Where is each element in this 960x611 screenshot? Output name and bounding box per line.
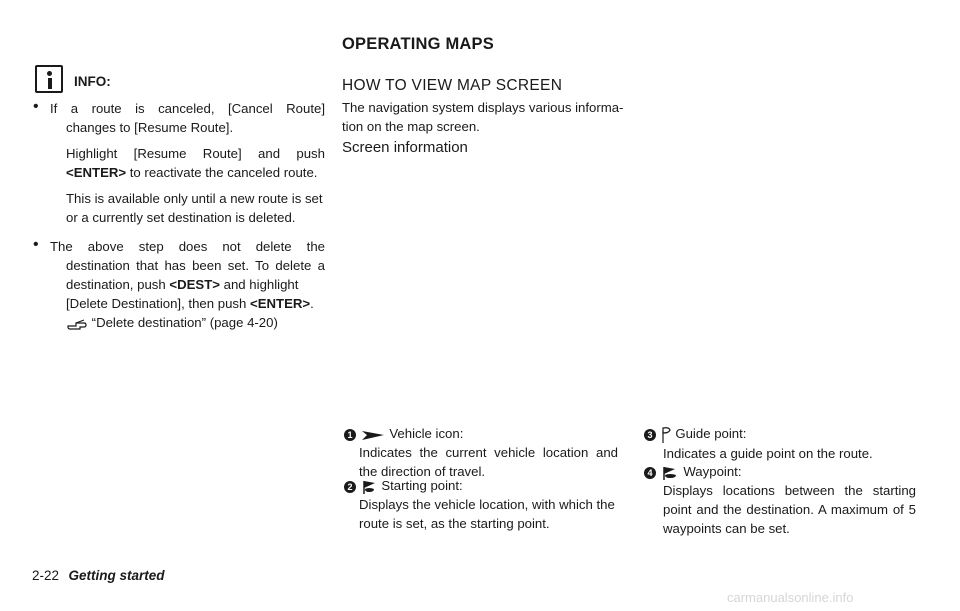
starting-point-flag-icon: [360, 479, 378, 495]
item-title: 1 Vehicle icon:: [344, 424, 618, 443]
text-line: or a currently set destination is deleted.: [66, 210, 296, 225]
waypoint-flag-icon: [660, 465, 680, 481]
info-label: INFO:: [74, 74, 111, 89]
section-title: OPERATING MAPS: [342, 35, 494, 53]
item-desc: Displays the vehicle location, with which the: [359, 497, 615, 512]
text-line: The above step does not delete the: [50, 239, 325, 254]
bullet-dot: •: [33, 236, 39, 253]
item-desc: Indicates the current vehicle location and: [359, 445, 618, 460]
text-line: changes to [Resume Route].: [66, 120, 234, 135]
text-line: destination, push <DEST> and highlight: [66, 277, 299, 292]
item-title: 2 Starting point:: [344, 476, 618, 495]
item-desc: point and the destination. A maximum of 5: [663, 502, 916, 517]
enter-key: <ENTER>: [250, 296, 311, 311]
text-line: [Delete Destination], then push <ENTER>.: [66, 296, 314, 311]
bullet-2: [50, 237, 325, 332]
info-icon: [35, 65, 63, 93]
page-reference: “Delete destination” (page 4-20): [50, 313, 325, 332]
bullet-dot: •: [33, 98, 39, 115]
enter-key: <ENTER>: [66, 165, 127, 180]
item-starting-point: [344, 476, 618, 533]
number-badge: 2: [344, 481, 356, 493]
item-waypoint: [644, 462, 916, 538]
item-desc: route is set, as the starting point.: [359, 516, 550, 531]
guide-point-pin-icon: [660, 426, 672, 444]
number-badge: 3: [644, 429, 656, 441]
dest-key: <DEST>: [169, 277, 220, 292]
item-guide-point: [644, 424, 916, 463]
vehicle-arrow-icon: [360, 428, 386, 442]
page-number: 2-22: [32, 568, 60, 583]
text-line: If a route is canceled, [Cancel Route]: [50, 101, 325, 116]
intro-text: The navigation system displays various informa- tion on the map screen.: [342, 100, 624, 134]
watermark-text: carmanualsonline.info: [727, 590, 854, 605]
item-desc: waypoints can be set.: [663, 521, 790, 536]
reference-hand-icon: [66, 317, 88, 331]
bullet-1: [50, 99, 325, 227]
item-desc: Displays locations between the starting: [663, 483, 916, 498]
number-badge: 4: [644, 467, 656, 479]
text-line: <ENTER> to reactivate the canceled route.: [66, 165, 318, 180]
item-vehicle-icon: [344, 424, 618, 481]
number-badge: 1: [344, 429, 356, 441]
item-title: 4 Waypoint:: [644, 462, 916, 481]
item-desc: Indicates a guide point on the route.: [663, 445, 873, 461]
text-line: This is available only until a new route is set: [66, 191, 323, 206]
heading-screen-info: Screen information: [342, 139, 468, 156]
page-footer: [32, 567, 165, 585]
chapter-title: Getting started: [68, 568, 165, 583]
heading-how-to-view: HOW TO VIEW MAP SCREEN: [342, 77, 563, 94]
item-title: 3 Guide point:: [644, 424, 916, 444]
item-desc: the direction of travel.: [359, 464, 486, 479]
text-line: Highlight [Resume Route] and push: [66, 146, 325, 161]
text-line: destination that has been set. To delete a: [66, 258, 325, 273]
